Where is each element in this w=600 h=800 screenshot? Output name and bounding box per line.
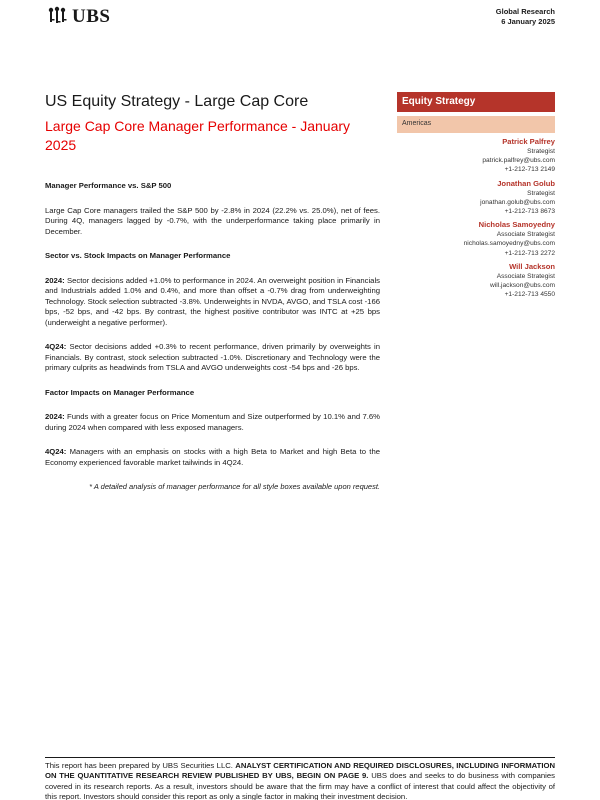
page-title: US Equity Strategy - Large Cap Core: [45, 93, 309, 110]
analyst-phone: +1-212-713 8673: [504, 208, 555, 216]
department-label: Global Research: [495, 7, 555, 16]
analyst-name: Jonathan Golub: [497, 178, 555, 188]
analyst-list: [395, 137, 555, 303]
analyst-role: Associate Strategist: [496, 231, 555, 239]
analyst-email[interactable]: will.jackson@ubs.com: [490, 282, 555, 290]
analyst-name: Nicholas Samoyedny: [478, 220, 555, 230]
section-heading: Factor Impacts on Manager Performance: [45, 387, 195, 397]
analyst-phone: +1-212-713 4550: [504, 291, 555, 299]
period-label: 4Q24:: [45, 342, 67, 351]
logo-text: UBS: [72, 6, 111, 27]
analyst-phone: +1-212-713 2272: [504, 249, 555, 257]
report-header: [496, 7, 555, 27]
region-label: Americas: [397, 116, 555, 133]
period-label: 4Q24:: [45, 447, 67, 456]
ubs-logo: [46, 6, 136, 28]
footer-text: This report has been prepared by UBS Securities LLC.: [45, 761, 236, 770]
page-subtitle: Large Cap Core Manager Performance - January 2025: [45, 118, 351, 153]
body-paragraph: [45, 276, 380, 329]
body-paragraph: [45, 447, 380, 468]
body-paragraph: [45, 412, 380, 433]
disclosure-footer: [45, 757, 555, 800]
report-body: [45, 181, 380, 493]
analyst-phone: +1-212-713 2149: [504, 166, 555, 174]
analyst-card: [395, 220, 555, 258]
ubs-keys-icon: [46, 6, 68, 26]
footer-disclosure-bold[interactable]: ANALYST CERTIFICATION AND REQUIRED DISCLOSURES, INCLUDING INFORMATION ON THE QUANTITATIVE RESEARCH REVIEW PUBLISHED BY UBS, BEGIN ON PAGE 9.: [45, 761, 555, 781]
section-heading: Manager Performance vs. S&P 500: [45, 181, 172, 190]
analyst-role: Associate Strategist: [496, 272, 555, 280]
period-label: 2024:: [45, 275, 65, 285]
analyst-email[interactable]: nicholas.samoyedny@ubs.com: [463, 240, 555, 248]
body-paragraph: Large Cap Core managers trailed the S&P 500 by -2.8% in 2024 (22.2% vs. 25.0%), net of fees. During 4Q, managers lagged by -0.7%, with the underperformance taking place primarily in December.: [45, 205, 380, 236]
analyst-email[interactable]: patrick.palfrey@ubs.com: [482, 157, 555, 165]
period-label: 2024:: [45, 412, 65, 421]
paragraph-text: Funds with a greater focus on Price Momentum and Size outperformed by 10.1% and 7.6% during 2024 when compared with less exposed managers.: [45, 412, 380, 432]
report-date: 6 January 2025: [501, 17, 555, 26]
analyst-name: Will Jackson: [509, 261, 555, 271]
body-paragraph: [45, 342, 380, 374]
analyst-card: [395, 179, 555, 217]
paragraph-text: Managers with an emphasis on stocks with a high Beta to Market and high Beta to the Economy experienced favorable market tailwinds in 4Q24.: [45, 447, 380, 467]
analyst-name: Patrick Palfrey: [502, 137, 555, 146]
paragraph-text: Sector decisions added +1.0% to performance in 2024. An overweight position in Financials and Industrials added 1.0% and 0.4%, and more than offset a -0.7% drag from underweighting Technology. Stock selection subtracted -3.8%. Underweights in NVDA, AVGO, and TSLA cost -166 bps, -52 bps, and -42 bps. By contrast, the highest positive contributor was INTC at +25 bps (underweight a negative performer).: [45, 275, 380, 327]
analyst-role: Strategist: [527, 189, 555, 197]
analyst-card: [395, 137, 555, 175]
analyst-email[interactable]: jonathan.golub@ubs.com: [480, 198, 555, 206]
paragraph-text: Sector decisions added +0.3% to recent performance, driven primarily by overweights in Financials. By contrast, stock selection subtracted -1.0%. Discretionary and Technology were the primary culprits as headwinds from TSLA and AVGO underweights cost -54 bps and -26 bps.: [45, 342, 380, 372]
footer-text: UBS does and seeks to do business with companies covered in its research reports. As a result, investors should be aware that the firm may have a conflict of interest that could affect the objectivity of this report. Investors should consider this report as only a single factor in making their investment decision.: [45, 771, 555, 800]
category-banner: Equity Strategy: [397, 92, 555, 112]
footnote: * A detailed analysis of manager performance for all style boxes available upon request.: [89, 482, 380, 491]
analyst-card: [395, 262, 555, 300]
section-heading: Sector vs. Stock Impacts on Manager Performance: [45, 251, 231, 260]
analyst-role: Strategist: [527, 148, 555, 155]
